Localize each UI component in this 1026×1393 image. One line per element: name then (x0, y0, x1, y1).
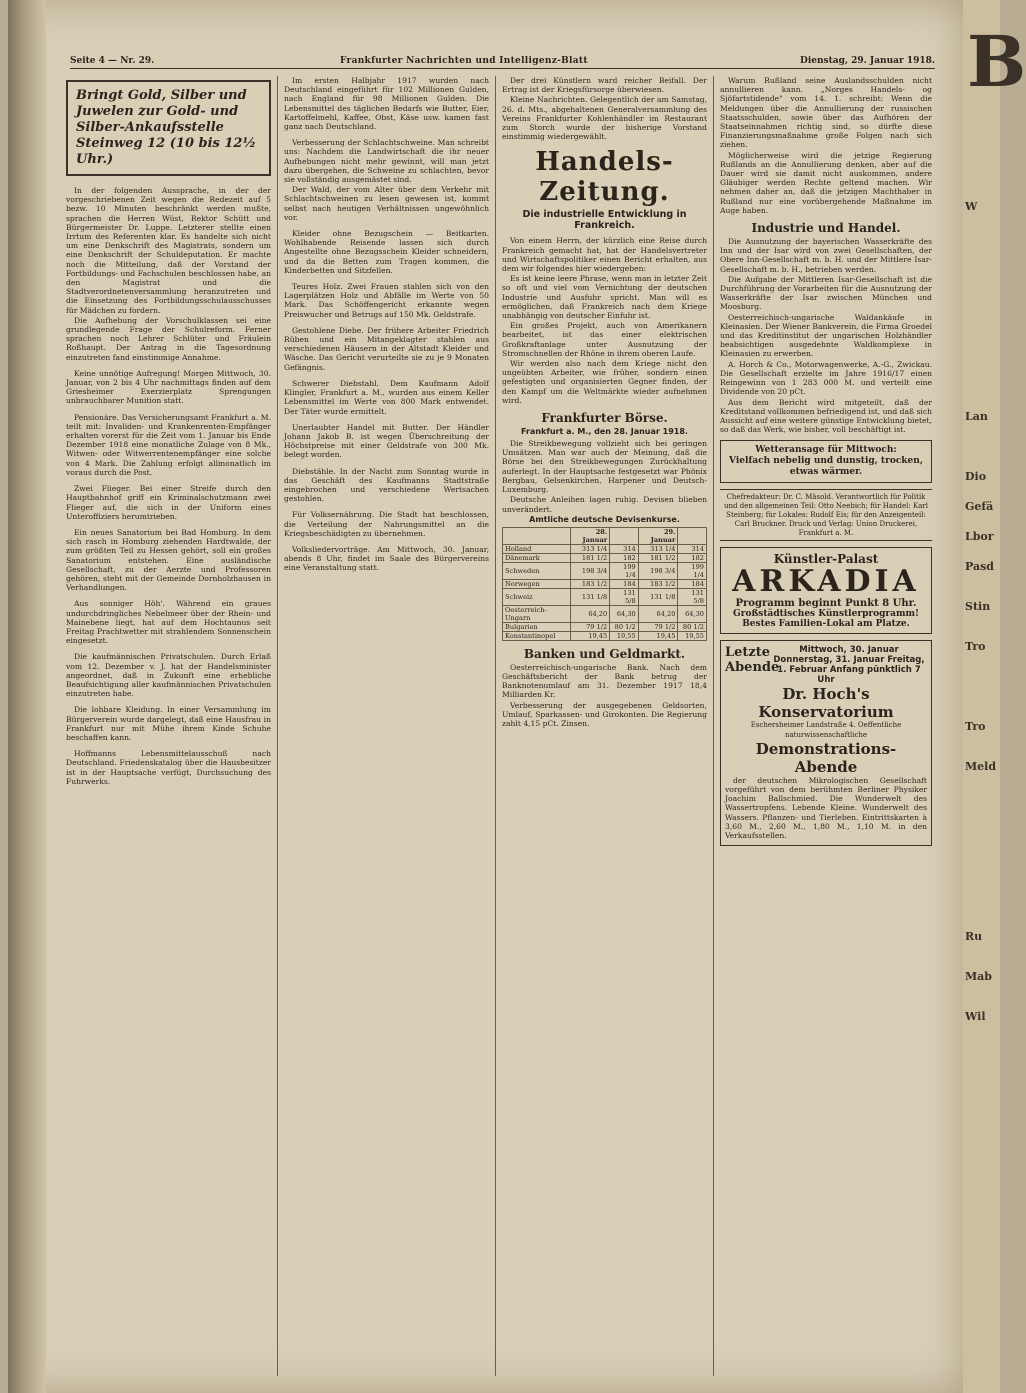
article-paragraph: Der Wald, der vom Alter über dem Verkehr mit Schlachtschweinen zu lesen gewesen ist, kommt selbst nach heutigen Verhältnissen ungewöhnlich vor. (284, 185, 489, 222)
table-cell: 183 1/2 (638, 579, 678, 588)
column-4 (720, 76, 932, 1376)
table-cell: 182 (610, 553, 639, 562)
article-paragraph: Ein neues Sanatorium bei Bad Homburg. In dem sich rasch in Homburg ziehenden Hardtwalde, der zum größten Teil zu Hessen gehört, soll ein großes Sanatorium entstehen. Eine ausländische Gesellschaft, zu der Aerzte und Professoren gehören, steht mit der Gemeinde Dornholzhausen in Verhandlungen. (66, 527, 271, 593)
konservatorium-name: Dr. Hoch's Konservatorium (758, 685, 894, 722)
table-cell: Schweiz (503, 588, 571, 605)
table-cell: 79 1/2 (570, 622, 610, 631)
adjacent-page-fragment: Pasd (965, 560, 994, 573)
industrie-heading: Industrie und Handel. (751, 221, 901, 236)
table-cell: 198 3/4 (638, 562, 678, 579)
adjacent-page-fragment: Ru (965, 930, 983, 943)
table-cell: Bulgarien (503, 622, 571, 631)
article-paragraph: Teures Holz. Zwei Frauen stahlen sich von den Lagerplätzen Holz und Abfälle im Werte von 50 Mark. Das Schöffengericht erkannte wegen Preiswucher und Betrugs auf 150 Mk. Geldstrafe. (284, 282, 489, 319)
adjacent-page-fragment: Tro (965, 640, 986, 653)
article-paragraph: Unerlaubter Handel mit Butter. Der Händler Johann Jakob B. ist wegen Überschreitung der Höchstpreise mit einer Geldstrafe von 300 Mk. belegt worden. (284, 422, 489, 460)
adjacent-page-initial: B (967, 20, 1026, 103)
letzte-abende: Letzte Abende (725, 645, 780, 676)
article-paragraph: Diebstähle. In der Nacht zum Sonntag wurde in das Geschäft des Kaufmanns Stadtstraße eingebrochen und verschiedene Wertsachen gestohlen. (284, 466, 489, 504)
article-paragraph: Im ersten Halbjahr 1917 wurden nach Deutschland eingeführt für 102 Millionen Gulden, nach England für 98 Millionen Gulden. Die Lebensmittel des täglichen Bedarfs wie Butter, Eier, Kartoffelmehl, Kaffee, Obst, Käse usw. kamen fast ganz nach Deutschland. (284, 76, 489, 132)
adjacent-page-fragment: Lan (965, 410, 988, 423)
article-paragraph: Deutsche Anleihen lagen ruhig. Devisen blieben unverändert. (502, 495, 707, 514)
table-row (503, 588, 707, 605)
adjacent-page-fragment: Mab (965, 970, 992, 983)
article-paragraph: Von einem Herrn, der kürzlich eine Reise durch Frankreich gemacht hat, hat der Handelsvertreter und Wirtschaftspolitiker einen Bericht erhalten, aus dem wir folgendes hier wiedergeben: (502, 236, 707, 274)
binding-gutter (8, 0, 46, 1393)
article-paragraph: Kleine Nachrichten. Gelegentlich der am Samstag, 26. d. Mts., abgehaltenen Generalversammlung des Vereins Frankfurter Kohlenhändler im Restaurant zum Storch wurde der bisherige Vorstand einstimmig wiedergewählt. (502, 95, 707, 142)
table-cell: 131 1/8 (570, 588, 610, 605)
masthead-title: Frankfurter Nachrichten und Intelligenz-Blatt (340, 56, 588, 66)
article-paragraph: Wir werden also nach dem Kriege nicht den ungeübten Arbeiter, wie früher, sondern einen gefestigten und organisierten Gegner finden, der den Kampf um die Weltmärkte wieder aufnehmen wird. (502, 359, 707, 405)
table-row (503, 553, 707, 562)
article-paragraph: Zwei Flieger. Bei einer Streife durch den Hauptbahnhof griff ein Kriminalschutzmann zwei Flieger auf, die sich in der Uniform eines Unteroffiziers herumtrieben. (66, 484, 271, 521)
article-paragraph: Die Aufhebung der Vorschulklassen sei eine grundlegende Frage der Schulreform. Ferner sprachen noch Lehrer Schlüter und Fräulein Roßhaupt. Der Antrag in die Tagesordnung einzutreten fand einstimmige Annahme. (66, 315, 271, 362)
table-header-row (503, 527, 707, 544)
article-paragraph: Es ist keine leere Phrase, wenn man in letzter Zeit so oft und viel vom Vernichtung der deutschen Industrie und Ausfuhr spricht. Man will es ermöglichen, daß Frankreich nach dem Kriege unabhängig von deutscher Einfuhr ist. (502, 274, 707, 321)
table-cell: 131 5/8 (610, 588, 639, 605)
table-cell: 314 (678, 544, 707, 553)
banken-heading: Banken und Geldmarkt. (523, 646, 686, 661)
table-cell: Schweden (503, 562, 571, 579)
table-cell: Konstantinopel (503, 631, 571, 640)
table-row (503, 631, 707, 640)
handels-zeitung-subheading: Die industrielle Entwicklung in Frankreich. (522, 209, 687, 232)
issue-date: Dienstag, 29. Januar 1918. (800, 56, 935, 66)
table-cell: 131 5/8 (678, 588, 707, 605)
arkadia-line1: Programm beginnt Punkt 8 Uhr. (735, 598, 917, 610)
table-cell: 131 1/8 (638, 588, 678, 605)
article-paragraph: Die kaufmännischen Privatschulen. Durch Erlaß vom 12. Dezember v. J. hat der Handelsminister angeordnet, daß in Zukunft eine erhebliche Beaufsichtigung aller kaufmännischen Privatschulen einzutreten habe. (66, 652, 271, 699)
article-paragraph: Pensionäre. Das Versicherungsamt Frankfurt a. M. teilt mit: Invaliden- und Krankenrenten-Empfänger erhalten vorerst für die Zeit vom 1. Januar bis Ende Dezember 1918 eine monatliche Zulage von 8 Mk., Witwen- oder Witwerrentenempfänger eine solche von 4 Mark. Die Zahlung erfolgt allmonatlich im voraus durch die Post. (66, 412, 271, 477)
table-cell: 19,55 (678, 631, 707, 640)
column-rule (713, 76, 714, 1376)
devisen-heading: Amtliche deutsche Devisenkurse. (529, 514, 680, 524)
article-paragraph: Für Volksernährung. Die Stadt hat beschlossen, die Verteilung der Nahrungsmittel an die Kriegsbeschädigten zu übernehmen. (284, 510, 489, 538)
table-cell: 64,30 (610, 605, 639, 622)
table-cell: 19,45 (570, 631, 610, 640)
imprint: Chefredakteur: Dr. C. Mäsold. Verantwortlich für Politik und den allgemeinen Teil: Otto Neebich; für Handel: Karl Steinberg; für Lokales: Rudolf Eis; für den Anzeigenteil: Carl Bruckner. Druck und Verlag: Union Druckerei, Frankfurt a. M. (720, 489, 932, 541)
weather-text: Vielfach nebelig und dunstig, trocken, etwas wärmer. (729, 456, 923, 478)
article-paragraph: Oesterreichisch-ungarische Bank. Nach dem Geschäftsbericht der Bank betrug der Banknotenumlauf am 31. Dezember 1917 18,4 Milliarden Kr. (502, 662, 707, 700)
weather-box (720, 440, 932, 483)
article-paragraph: Aus dem Bericht wird mitgeteilt, daß der Kreditstand vollkommen befriedigend ist, und daß sich Aussicht auf eine weitere günstige Entwicklung bietet, so daß das Werk, wie bisher, voll beschäftigt ist. (720, 397, 933, 435)
table-cell: 80 1/2 (610, 622, 639, 631)
adjacent-page-fragment: Stin (965, 600, 991, 613)
article-paragraph: Oesterreichisch-ungarische Waldankäufe in Kleinasien. Der Wiener Bankverein, die Firma Groedel und das Kreditinstitut der ungarischen Holzhändler beabsichtigen ausgedehnte Waldkomplexe in Kleinasien zu erwerben. (720, 312, 932, 359)
article-paragraph: Aus sonniger Höh'. Während ein graues undurchdringliches Nebelmeer über der Rhein- und Mainebene liegt, hat auf dem Hochtaunus seit Freitag Prachtwetter mit strahlendem Sonnenschein eingesetzt. (66, 599, 271, 646)
table-cell: 313 1/4 (570, 544, 610, 553)
article-paragraph: Schwerer Diebstahl. Dem Kaufmann Adolf Klingler, Frankfurt a. M., wurden aus einem Keller Lebensmittel im Werte von 800 Mark entwendet. Der Täter wurde ermittelt. (284, 378, 489, 416)
table-row (503, 579, 707, 588)
article-paragraph: Der drei Künstlern ward reicher Beifall. Der Ertrag ist der Kriegsfürsorge überwiesen. (502, 76, 707, 95)
arkadia-ad (720, 547, 932, 634)
article-paragraph: Die lohbare Kleidung. In einer Versammlung im Bürgerverein wurde dargelegt, daß eine Hausfrau in Frankfurt nur mit Mühe ihrem Kinde Schuhe beschaffen kann. (66, 705, 271, 742)
article-paragraph: In der folgenden Aussprache, in der der vorgeschriebenen Zeit wegen die Redezeit auf 5 bezw. 10 Minuten beschränkt werden mußte, sprachen die Herren Wüst, Rektor Schütt und Bürgermeister Dr. Luppe. Letzterer stellte einen Irrtum des Referenten klar. Es handelte sich nicht um eine Denkschrift des Magistrats, sondern um eine Denkschrift der Schuldeputation. Er machte noch die Mitteilung, daß der Vorstand der Fortbildungs- und Fachschulen beschlossen habe, an den Magistrat und die Stadtverordnetenversammlung heranzutreten und die Einsetzung des Fortbildungsschulausschusses für Mädchen zu fordern. (66, 186, 271, 315)
article-paragraph: A. Horch & Co., Motorwagenwerke, A.-G., Zwickau. Die Gesellschaft erzielte im Jahre 1916/17 einen Reingewinn von 1 283 000 M. und verteilt eine Dividende von 20 pCt. (720, 359, 932, 397)
weather-title: Wetteransage für Mittwoch: (755, 445, 897, 456)
devisen-table-body (503, 544, 707, 640)
adjacent-page-fragment: Gefä (965, 500, 994, 513)
table-cell: 314 (610, 544, 639, 553)
table-cell: Holland (503, 544, 571, 553)
table-cell: 181 1/2 (570, 553, 610, 562)
demonstrations-heading: Demonstrations-Abende (755, 739, 897, 776)
adjacent-page-fragment: W (965, 200, 978, 213)
table-row (503, 562, 707, 579)
column-rule (495, 76, 496, 1376)
boerse-dateline: Frankfurt a. M., den 28. Januar 1918. (521, 427, 688, 437)
table-cell: Dänemark (503, 553, 571, 562)
table-cell: 80 1/2 (678, 622, 707, 631)
table-cell: 184 (678, 579, 707, 588)
adjacent-page-fragment: Dio (965, 470, 987, 483)
table-cell: 313 1/4 (638, 544, 678, 553)
table-cell: 64,30 (678, 605, 707, 622)
table-cell: Norwegen (503, 579, 571, 588)
table-cell: 181 1/2 (638, 553, 678, 562)
handels-zeitung-heading: Handels-Zeitung. (535, 147, 674, 208)
table-cell: 64,20 (638, 605, 678, 622)
arkadia-line3: Bestes Familien-Lokal am Platze. (742, 619, 910, 630)
devisen-table (502, 527, 707, 641)
article-paragraph: Volksliedervorträge. Am Mittwoch, 30. Januar, abends 8 Uhr, findet im Saale des Bürgervereins eine Veranstaltung statt. (284, 544, 489, 573)
table-header (503, 527, 571, 544)
arkadia-name: ARKADIA (732, 564, 920, 600)
konservatorium-ad (720, 640, 932, 846)
column-3 (502, 76, 707, 1376)
table-cell: 19,45 (638, 631, 678, 640)
adjacent-page-fragment: Wil (965, 1010, 986, 1023)
table-cell: 64,20 (570, 605, 610, 622)
article-paragraph: Die Ausnutzung der bayerischen Wasserkräfte des Inn und der Isar wird von zwei Gesellschaften, der Obere Inn-Gesellschaft m. b. H. und der Mittlere Isar-Gesellschaft m. b. H., betrieben werden. (720, 237, 932, 274)
table-cell: 79 1/2 (638, 622, 678, 631)
table-cell: 198 3/4 (570, 562, 610, 579)
column-rule (277, 76, 278, 1376)
konservatorium-dates: Mittwoch, 30. Januar Donnerstag, 31. Januar Freitag, 1. Februar Anfang pünktlich 7 Uhr (773, 645, 925, 686)
article-paragraph: Die Streikbewegung vollzieht sich bei geringen Umsätzen. Man war auch der Meinung, daß die Börse bei den Streikbewegungen Zurückhaltung auferlegt. In der Hauptsache festgesetzt war Phönix Bergbau, Gelsenkirchen, Harpener und Deutsch-Luxemburg. (502, 439, 707, 495)
table-cell: 19,55 (610, 631, 639, 640)
table-row (503, 622, 707, 631)
table-cell: Oesterreich-Ungarn (503, 605, 571, 622)
table-row (503, 544, 707, 553)
newspaper-page (8, 0, 963, 1393)
adjacent-page-edge (963, 0, 1026, 1393)
table-cell: 183 1/2 (570, 579, 610, 588)
adjacent-page-fragment: Lbor (965, 530, 994, 543)
table-cell: 199 1/4 (678, 562, 707, 579)
article-paragraph: Kleider ohne Bezugschein — Beitkarten. Wohlhabende Reisende lassen sich durch Angestellte ohne Bezugsschein Kleider schneidern, und da die Betten zum Tragen kommen, die Kinderbetten und Sitzfellen. (284, 229, 489, 275)
table-header: 29. Januar (638, 527, 678, 544)
konservatorium-description: der deutschen Mikrologischen Gesellschaft vorgeführt von dem berühmten Berliner Physiker Joachim Ballschmied. Die Wunderwelt des Wassertropfens. Lebende Kleine. Wunderwelt des Wassers. Pflanzen- und Tierleben. Eintrittskarten à 3,60 M., 2,60 M., 1,80 M., 1,10 M. in den Verkaufsstellen. (725, 775, 927, 840)
column-2 (284, 76, 489, 1376)
article-paragraph: Keine unnötige Aufregung! Morgen Mittwoch, 30. Januar, von 2 bis 4 Uhr nachmittags finden auf dem Griesheimer Exerzierplatz Sprengungen unbrauchbarer Munition statt. (66, 368, 271, 406)
article-paragraph: Möglicherweise wird die jetzige Regierung Rußlands an die Annullierung denken, aber auf die Dauer wird sie damit nicht auskommen, andere Gläubiger werden Rechte geltend machen. Wir nehmen daher an, daß die jetzigen Machthaber in Rußland nur eine vorübergehende Maßnahme im Auge haben. (720, 150, 932, 215)
gold-ankauf-ad: Bringt Gold, Silber und Juwelen zur Gold- und Silber-Ankaufsstelle Steinweg 12 (10 bis 12½ Uhr.) (66, 80, 271, 176)
running-head (70, 54, 935, 69)
article-paragraph: Verbesserung der ausgegebenen Geldsorten, Umlauf, Sparkassen- und Girokonten. Die Regierung zahlt 4,15 pCt. Zinsen. (502, 700, 707, 728)
article-paragraph: Warum Rußland seine Auslandsschulden nicht annullieren kann. „Norges Handels- og Sjöfartstidende" vom 14. 1. schreibt: Wenn die Meldungen über die Annullierung der russischen Staatsschulden, sowie über das Aufhören der Staatseinnahmen richtig sind, so dürfte diese Finanzierungsmaßnahme große Folgen nach sich ziehen. (720, 76, 932, 150)
arkadia-line2: Großstädtisches Künstlerprogramm! (733, 609, 919, 620)
adjacent-page-fragment: Tro (965, 720, 986, 733)
article-paragraph: Gestohlene Diebe. Der frühere Arbeiter Friedrich Rüben und ein Mitangeklagter stahlen aus verschiedenen Häusern in der Altstadt Kleider und Wäsche. Das Gericht verurteilte sie zu je 9 Monaten Gefängnis. (284, 325, 489, 372)
article-paragraph: Ein großes Projekt, auch von Amerikanern bearbeitet, ist das einer elektrischen Großkraftanlage unter Ausnutzung der Stromschnellen der Rhône in ihrem oberen Laufe. (502, 321, 707, 358)
table-cell: 199 1/4 (610, 562, 639, 579)
table-header: 28. Januar (570, 527, 610, 544)
arkadia-top: Künstler-Palast (773, 552, 879, 567)
page-number: Seite 4 — Nr. 29. (70, 56, 155, 66)
konservatorium-address: Eschersheimer Landstraße 4. Oeffentliche naturwissenschaftliche (750, 721, 902, 739)
column-1 (66, 76, 271, 1376)
article-paragraph: Die Aufgabe der Mittleren Isar-Gesellschaft ist die Durchführung der Vorarbeiten für die Ausnutzung der Wasserkräfte der Isar zwischen München und Moosburg. (720, 274, 932, 312)
adjacent-page-fragment: Meld (965, 760, 997, 773)
table-cell: 184 (610, 579, 639, 588)
table-cell: 182 (678, 553, 707, 562)
table-row (503, 605, 707, 622)
boerse-heading: Frankfurter Börse. (541, 411, 668, 426)
article-paragraph: Verbesserung der Schlachtschweine. Man schreibt uns: Nachdem die Landwirtschaft die ihr neuer Aufhebungen nicht mehr gewinnt, will man jetzt dazu übergehen, die Schweine zu schlachten, bevor sie vollständig ausgemästet sind. (284, 138, 489, 185)
article-paragraph: Hoffmanns Lebensmittelausschuß nach Deutschland. Friedenskatalog über die Hausbesitzer ist in der Hauptsache verfügt, Durchsuchung des Fuhrwerks. (66, 749, 271, 786)
table-header (678, 527, 707, 544)
table-header (610, 527, 639, 544)
